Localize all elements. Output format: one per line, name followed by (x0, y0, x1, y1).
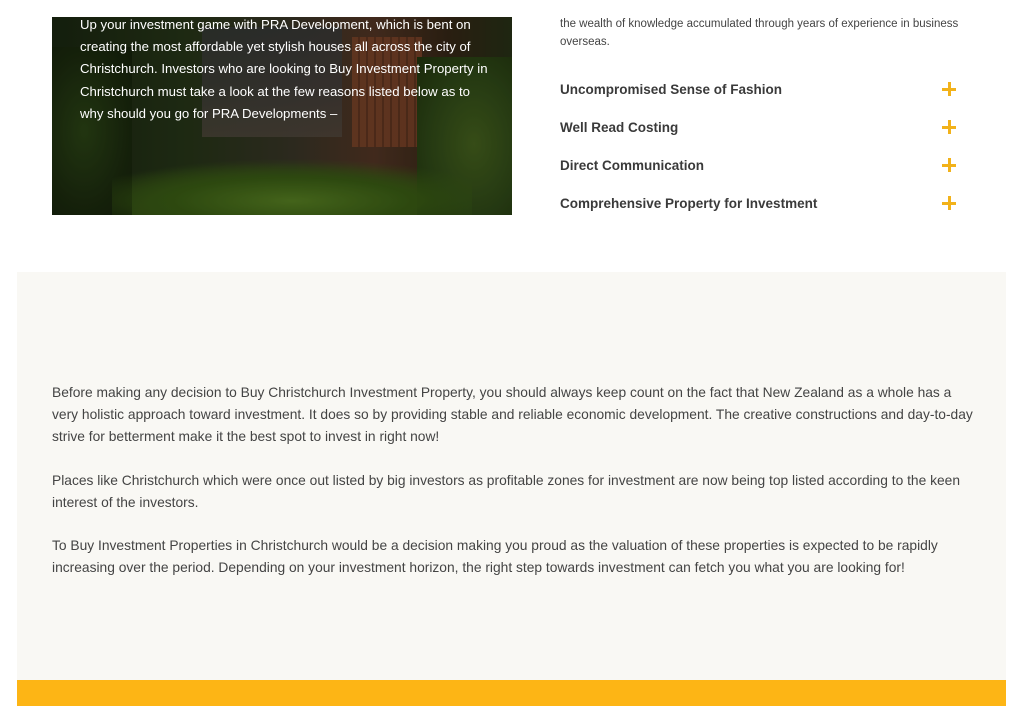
plus-icon[interactable] (942, 158, 956, 172)
accordion-item-costing[interactable] (560, 108, 956, 146)
hero-text: Up your investment game with PRA Development, which is bent on creating the most affordable yet stylish houses all across the city of Christchurch. Investors who are looking to Buy Investment Property in Christchurch must take a look at the few reasons listed below as to why should you go for PRA Developments – (80, 17, 488, 121)
accordion (560, 70, 956, 222)
paragraph: Places like Christchurch which were once out listed by big investors as profitable zones for investment are now being top listed according to the keen interest of the investors. (52, 473, 961, 511)
accordion-title: Well Read Costing (560, 119, 679, 135)
plus-icon[interactable] (942, 120, 956, 134)
paragraph: Before making any decision to Buy Christchurch Investment Property, you should always keep count on the fact that New Zealand as a whole has a very holistic approach toward investment. It does so by providing stable and reliable economic development. The creative constructions and day-to-day strive for betterment make it the best spot to invest in right now! (52, 385, 973, 445)
accordion-title: Comprehensive Property for Investment (560, 195, 818, 211)
accordion-title: Direct Communication (560, 157, 705, 173)
accordion-item-communication[interactable] (560, 146, 956, 184)
intro-text: the wealth of knowledge accumulated through years of experience in business overseas. (560, 18, 959, 48)
content-section (17, 272, 1006, 680)
accordion-title: Uncompromised Sense of Fashion (560, 81, 783, 97)
plus-icon[interactable] (942, 196, 956, 210)
footer-accent-bar (17, 680, 1006, 706)
hero-image-panel (52, 17, 512, 215)
accordion-item-fashion[interactable] (560, 70, 956, 108)
paragraph: To Buy Investment Properties in Christchurch would be a decision making you proud as the valuation of these properties is expected to be rapidly increasing over the period. Depending on your investment horizon, the right step towards investment can fetch you what you are looking for! (52, 538, 938, 576)
plus-icon[interactable] (942, 82, 956, 96)
accordion-item-property[interactable] (560, 184, 956, 222)
